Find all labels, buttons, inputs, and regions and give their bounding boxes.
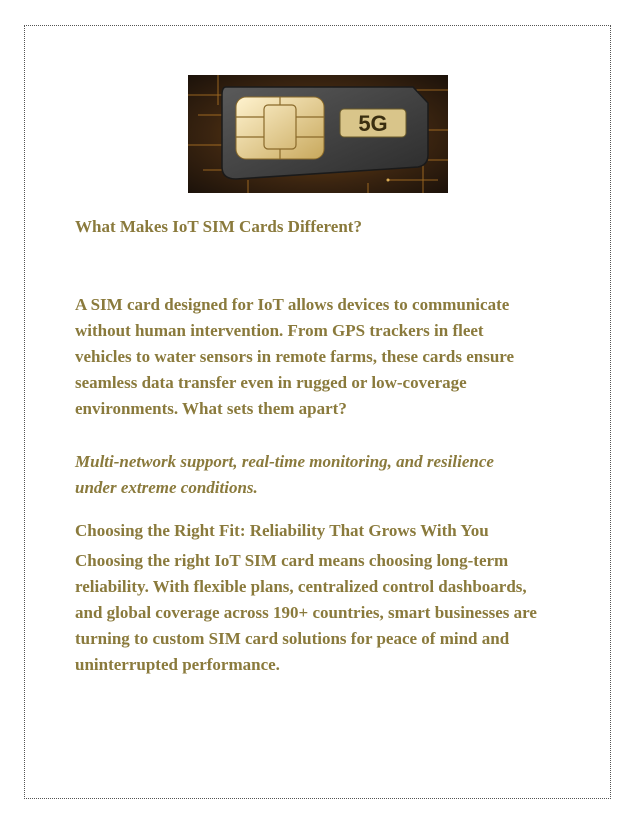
heading-iot-sim: What Makes IoT SIM Cards Different? (75, 217, 362, 236)
paragraph-line: A SIM card designed for IoT allows devices to communicate (75, 295, 510, 314)
paragraph-intro (75, 292, 575, 422)
sim-card-image (188, 75, 448, 193)
paragraph-line: environments. What sets them apart? (75, 399, 347, 418)
heading-choosing: Choosing the Right Fit: Reliability That Grows With You (75, 521, 489, 540)
paragraph-line: and global coverage across 190+ countries, smart businesses are (75, 603, 537, 622)
italic-line: Multi-network support, real-time monitoring, and resilience (75, 452, 494, 471)
paragraph-choosing (75, 548, 575, 678)
paragraph-line: seamless data transfer even in rugged or low-coverage (75, 373, 467, 392)
badge-5g-label: 5G (358, 111, 388, 136)
paragraph-line: reliability. With flexible plans, centralized control dashboards, (75, 577, 527, 596)
sim-card-icon (188, 75, 448, 193)
paragraph-line: vehicles to water sensors in remote farms, these cards ensure (75, 347, 515, 366)
italic-line: under extreme conditions. (75, 478, 258, 497)
paragraph-line: turning to custom SIM card solutions for peace of mind and (75, 629, 510, 648)
italic-highlight (75, 449, 575, 501)
paragraph-line: Choosing the right IoT SIM card means choosing long-term (75, 551, 509, 570)
paragraph-line: uninterrupted performance. (75, 655, 280, 674)
paragraph-line: without human intervention. From GPS trackers in fleet (75, 321, 484, 340)
